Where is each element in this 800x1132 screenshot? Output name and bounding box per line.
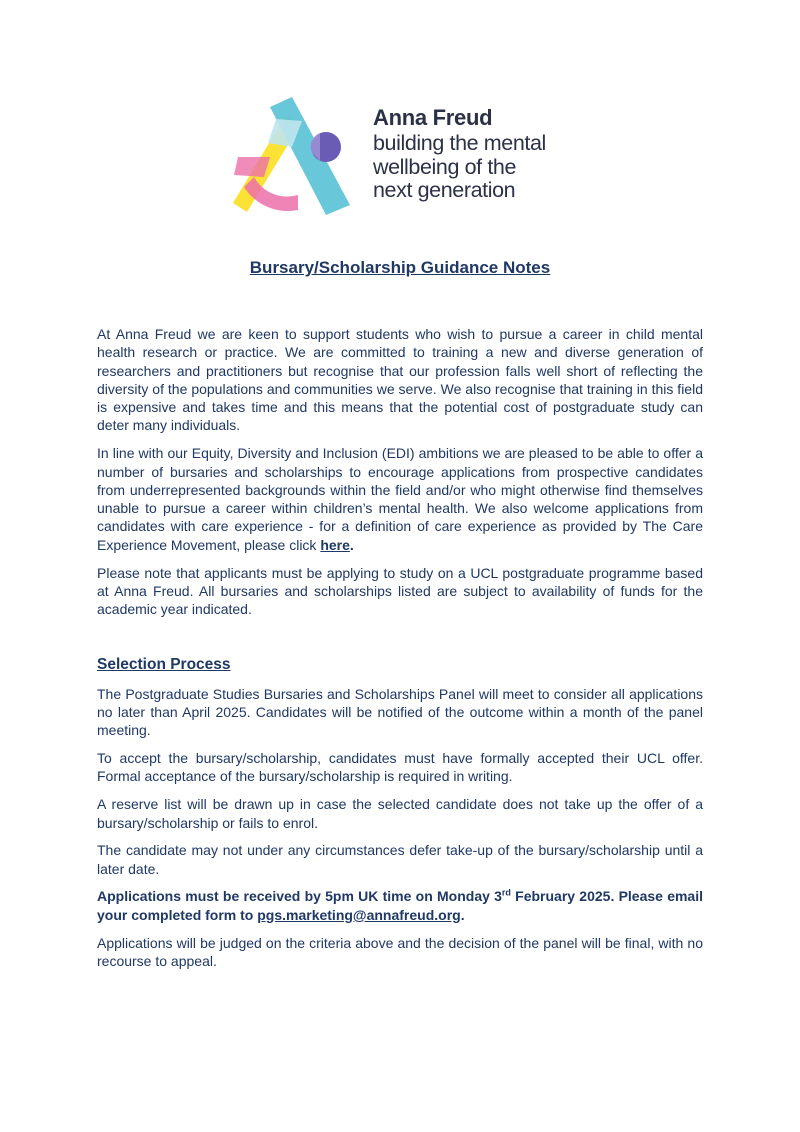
brand-wordmark	[373, 107, 546, 203]
tagline-line-2: wellbeing of the	[373, 154, 517, 179]
selection-paragraph-4: The candidate may not under any circumstances defer take-up of the bursary/scholarship until a later date.	[97, 842, 703, 877]
selection-paragraph-6: Applications will be judged on the criteria above and the decision of the panel will be final, with no recourse to appeal.	[97, 934, 703, 969]
anna-freud-logo-icon	[230, 95, 360, 220]
brand-name: Anna Freud	[373, 105, 493, 130]
intro-paragraph-3: Please note that applicants must be applying to study on a UCL postgraduate programme based at Anna Freud. All bursaries and scholarships listed are subject to availability of funds for the academic year indicated.	[97, 564, 703, 618]
deadline-paragraph	[97, 887, 703, 924]
deadline-superscript: rd	[501, 887, 511, 898]
selection-process-heading: Selection Process	[97, 656, 231, 674]
care-experience-link[interactable]: here	[320, 536, 350, 553]
tagline-line-3: next generation	[373, 178, 516, 202]
intro-paragraph-2	[97, 444, 703, 554]
deadline-text-1: Applications must be received by 5pm UK time on Monday 3	[97, 888, 502, 905]
selection-paragraph-3: A reserve list will be drawn up in case the selected candidate does not take up the offer of a bursary/scholarship or fails to enrol.	[97, 796, 703, 831]
deadline-text-2: February 2025. Please email your completed form to	[97, 888, 703, 923]
page-title: Bursary/Scholarship Guidance Notes	[249, 258, 551, 277]
anna-freud-logo	[230, 95, 590, 220]
selection-paragraph-2: To accept the bursary/scholarship, candidates must have formally accepted their UCL offer. Formal acceptance of the bursary/scholarship is required in writing.	[97, 750, 703, 785]
selection-paragraph-1: The Postgraduate Studies Bursaries and Scholarships Panel will meet to consider all applications no later than April 2025. Candidates will be notified of the outcome within a month of the panel meeting.	[97, 685, 703, 739]
deadline-text-end: .	[460, 906, 465, 923]
intro-paragraph-2-text: In line with our Equity, Diversity and Inclusion (EDI) ambitions we are pleased to be able to offer a number of bursaries and scholarships to encourage applications from prospective candidates from underrepresented backgrounds within the field and/or who might otherwise find themselves unable to pursue a career within children’s mental health. We also welcome applications from candidates with care experience - for a definition of care experience as provided by The Care Experience Movement, please click	[97, 445, 703, 553]
intro-paragraph-1: At Anna Freud we are keen to support students who wish to pursue a career in child mental health research or practice. We are committed to training a new and diverse generation of researchers and practitioners but recognise that our profession falls well short of reflecting the diversity of the populations and communities we serve. We also recognise that training in this field is expensive and takes time and this means that the potential cost of postgraduate study can deter many individuals.	[97, 326, 703, 434]
marketing-email-link[interactable]: pgs.marketing@annafreud.org	[257, 906, 461, 923]
tagline-line-1: building the mental	[373, 131, 546, 155]
document-body	[97, 325, 703, 980]
intro-paragraph-2-end: .	[349, 536, 354, 553]
